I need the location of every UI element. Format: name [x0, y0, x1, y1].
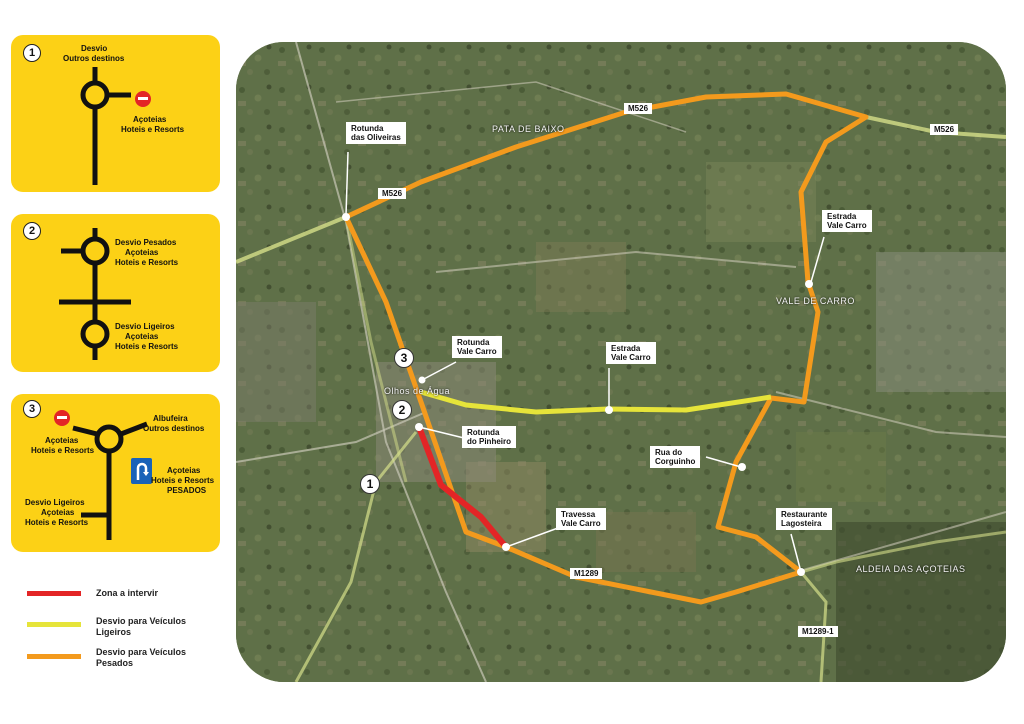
map-badge-2: 2	[392, 400, 412, 420]
label-desvio: Desvio	[81, 44, 108, 53]
place-olhos-de-agua: Olhos de Água	[384, 386, 451, 396]
label-hoteis-resorts: Hoteis e Resorts	[121, 125, 185, 134]
map-badge-1: 1	[360, 474, 380, 494]
label-acoteias: Açoteias	[167, 466, 201, 475]
panel-number: 2	[23, 222, 41, 240]
road-tag-m1289: M1289	[570, 568, 602, 579]
label-acoteias: Açoteias	[125, 248, 159, 257]
road-tag-m526-right: M526	[930, 124, 958, 135]
map-badge-3: 3	[394, 348, 414, 368]
label-rotunda-oliveiras: Rotunda das Oliveiras	[346, 122, 406, 144]
label-estrada-vale-carro-east: Estrada Vale Carro	[822, 210, 872, 232]
road-tag-m526-left: M526	[378, 188, 406, 199]
panel-detour-2	[11, 214, 220, 372]
label-hoteis-resorts: Hoteis e Resorts	[25, 518, 89, 527]
label-hoteis-resorts: Hoteis e Resorts	[151, 476, 215, 485]
label-outros-destinos: Outros destinos	[63, 54, 125, 63]
label-rua-corguinho: Rua do Corguinho	[650, 446, 700, 468]
legend-label-orange-2: Pesados	[96, 658, 134, 668]
road-tag-m1289-1: M1289-1	[798, 626, 838, 637]
label-hoteis-resorts: Hoteis e Resorts	[115, 258, 179, 267]
place-vale-de-carro: VALE DE CARRO	[776, 296, 855, 306]
legend-label-yellow: Desvio para Veículos	[96, 616, 187, 626]
label-outros-destinos: Outros destinos	[143, 424, 205, 433]
label-hoteis-resorts: Hoteis e Resorts	[31, 446, 95, 455]
u-turn-sign-icon	[131, 458, 152, 484]
label-desvio-ligeiros: Desvio Ligeiros	[115, 322, 175, 331]
panel-number: 1	[23, 44, 41, 62]
legend-swatch-red	[27, 591, 81, 596]
label-rotunda-pinheiro: Rotunda do Pinheiro	[462, 426, 516, 448]
label-acoteias: Açoteias	[125, 332, 159, 341]
label-restaurante-lagosteira: Restaurante Lagosteira	[776, 508, 832, 530]
label-hoteis-resorts: Hoteis e Resorts	[115, 342, 179, 351]
label-rotunda-vale-carro: Rotunda Vale Carro	[452, 336, 502, 358]
legend-label-red: Zona a intervir	[96, 588, 159, 598]
label-desvio-pesados: Desvio Pesados	[115, 238, 177, 247]
panel-detour-3	[11, 394, 220, 552]
road-tag-m526-top: M526	[624, 103, 652, 114]
legend-swatch-orange	[27, 654, 81, 659]
label-travessa-vale-carro: Travessa Vale Carro	[556, 508, 606, 530]
label-albufeira: Albufeira	[153, 414, 188, 423]
label-acoteias: Açoteias	[45, 436, 79, 445]
label-pesados: PESADOS	[167, 486, 207, 495]
aerial-map[interactable]	[236, 42, 1006, 682]
legend-label-yellow-2: Ligeiros	[96, 627, 132, 637]
label-acoteias: Açoteias	[133, 115, 167, 124]
label-estrada-vale-carro-center: Estrada Vale Carro	[606, 342, 656, 364]
legend-swatch-yellow	[27, 622, 81, 627]
label-desvio-ligeiros: Desvio Ligeiros	[25, 498, 85, 507]
legend-label-orange: Desvio para Veículos	[96, 647, 187, 657]
label-acoteias: Açoteias	[41, 508, 75, 517]
panel-detour-1	[11, 35, 220, 192]
place-aldeia-das-acoteias: ALDEIA DAS AÇOTEIAS	[856, 564, 966, 574]
place-pata-de-baixo: PATA DE BAIXO	[492, 124, 565, 134]
panel-number: 3	[23, 400, 41, 418]
